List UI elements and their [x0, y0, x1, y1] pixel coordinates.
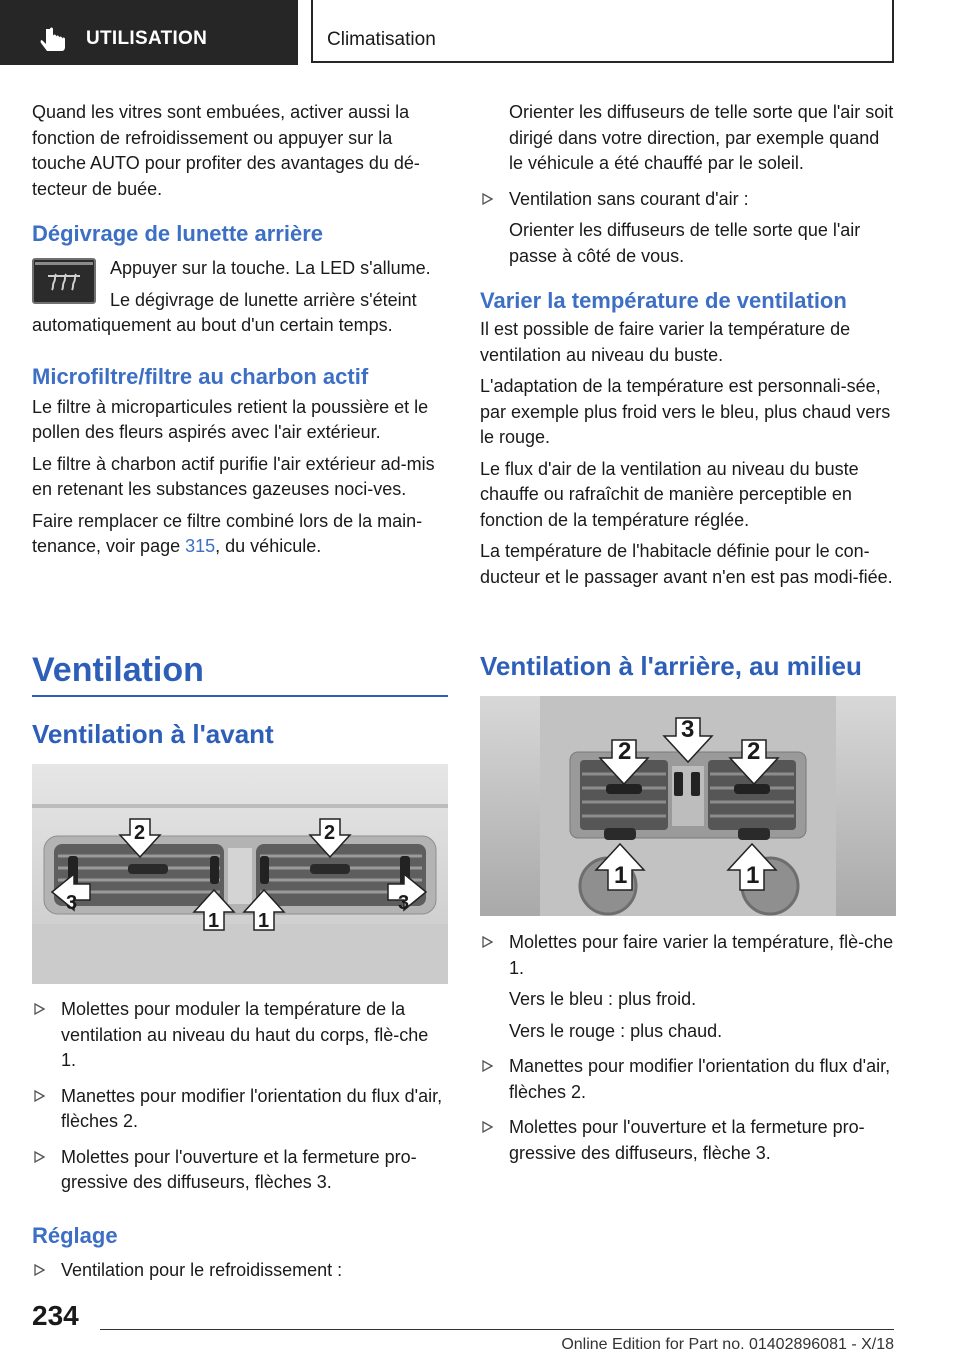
filter-text-3: Faire remplacer ce filtre combiné lors de la main-tenance, voir page 315, du véhicule.: [32, 510, 423, 556]
nocurrent-paragraph: Orienter les diffuseurs de telle sorte que l'air passe à côté de vous.: [509, 220, 861, 266]
front-label-2b: 2: [324, 822, 336, 844]
front-vents-illustration: [32, 764, 448, 984]
ventilation-title: Ventilation: [32, 651, 204, 689]
list-item: Manettes pour modifier l'orientation du flux d'air, flèches 2.: [480, 1054, 896, 1105]
rear-vents-photo: [480, 696, 896, 916]
page-number: 234: [32, 1300, 79, 1331]
front-heading: Ventilation à l'avant: [32, 719, 274, 749]
list-item: Molettes pour l'ouverture et la fermeture pro-gressive des diffuseurs, flèche 3.: [480, 1115, 896, 1166]
defrost-heading: Dégivrage de lunette arrière: [32, 221, 324, 246]
chapter-tab: [311, 0, 894, 63]
edition-footer: Online Edition for Part no. 01402896081 - X/18: [561, 1336, 894, 1353]
list-item: Ventilation pour le refroidissement :: [32, 1258, 477, 1284]
temp-text-2: L'adaptation de la température est personnali-sée, par exemple plus froid vers le bleu, plus chaud vers le rouge.: [480, 376, 891, 447]
section-title: UTILISATION: [86, 28, 208, 49]
footer-rule: [100, 1329, 894, 1330]
triangle-bullet-icon: [482, 936, 493, 948]
temp-text-4: La température de l'habitacle définie pour le con-ducteur et le passager avant n'en est pas modi-fiée.: [480, 541, 893, 587]
front-label-2a: 2: [134, 822, 146, 844]
rear-label-2a: 2: [618, 738, 632, 765]
orient-paragraph: Orienter les diffuseurs de telle sorte que l'air soit dirigé dans votre direction, par exemple quand le véhicule a été chauffé par le soleil.: [509, 102, 894, 173]
rear-label-1b: 1: [746, 862, 760, 889]
rear-defrost-button-icon: [32, 258, 96, 304]
page-link[interactable]: 315: [185, 536, 216, 556]
front-label-1b: 1: [258, 910, 270, 932]
filter-text-2: Le filtre à charbon actif purifie l'air extérieur ad-mis en retenant les substances gazeuses noci-ves.: [32, 453, 435, 499]
rear-label-3: 3: [681, 716, 695, 743]
left-column: [32, 100, 448, 566]
defrost-text-2: Le dégivrage de lunette arrière s'éteint automatiquement au bout d'un certain temps.: [32, 289, 417, 335]
triangle-bullet-icon: [34, 1003, 45, 1015]
list-item: Molettes pour faire varier la température, flè-che 1.: [480, 930, 896, 981]
temp-heading: Varier la température de ventilation: [480, 288, 847, 313]
list-item: Molettes pour moduler la température de la ventilation au niveau du haut du corps, flè-che 1.: [32, 997, 448, 1074]
temp-text-1: Il est possible de faire varier la température de ventilation au niveau du buste.: [480, 319, 851, 365]
rear-label-2b: 2: [747, 738, 761, 765]
intro-paragraph: Quand les vitres sont embuées, activer aussi la fonction de refroidissement ou appuyer sur la touche AUTO pour profiter des avantages du dé-tecteur de buée.: [32, 102, 420, 199]
triangle-bullet-icon: [482, 193, 493, 205]
front-label-1a: 1: [208, 910, 220, 932]
section-tab: [0, 0, 298, 65]
rear-blue-text: Vers le bleu : plus froid.: [509, 989, 697, 1009]
list-item: Molettes pour l'ouverture et la fermeture pro-gressive des diffuseurs, flèches 3.: [32, 1145, 448, 1196]
chapter-title: Climatisation: [327, 29, 436, 50]
rear-bullet-list: [480, 930, 896, 1172]
ventilation-section-title: [32, 650, 448, 697]
front-vents-photo: [32, 764, 448, 984]
triangle-bullet-icon: [482, 1060, 493, 1072]
rear-red-text: Vers le rouge : plus chaud.: [509, 1020, 723, 1041]
rear-heading: Ventilation à l'arrière, au milieu: [480, 651, 862, 681]
temp-text-3: Le flux d'air de la ventilation au niveau du buste chauffe ou rafraîchit de manière perceptible en fonction de la température réglée.: [480, 458, 859, 530]
rear-label-1a: 1: [614, 862, 628, 889]
right-column: [480, 100, 896, 596]
triangle-bullet-icon: [34, 1090, 45, 1102]
title-rule: [32, 695, 448, 697]
front-label-3b: 3: [398, 892, 410, 914]
front-label-3a: 3: [66, 892, 78, 914]
triangle-bullet-icon: [482, 1121, 493, 1133]
filter-heading: Microfiltre/filtre au charbon actif: [32, 363, 369, 389]
list-item: Manettes pour modifier l'orientation du flux d'air, flèches 2.: [32, 1084, 448, 1135]
reglage-heading: Réglage: [32, 1223, 118, 1248]
hand-pointer-icon: [38, 26, 68, 54]
triangle-bullet-icon: [34, 1151, 45, 1163]
triangle-bullet-icon: [34, 1264, 45, 1276]
defrost-text-1: Appuyer sur la touche. La LED s'allume.: [110, 258, 431, 278]
list-item: Ventilation sans courant d'air :: [480, 187, 896, 213]
filter-text-1: Le filtre à microparticules retient la poussière et le pollen des fleurs aspirés avec l'air extérieur.: [32, 396, 429, 442]
front-bullet-list: [32, 997, 448, 1202]
